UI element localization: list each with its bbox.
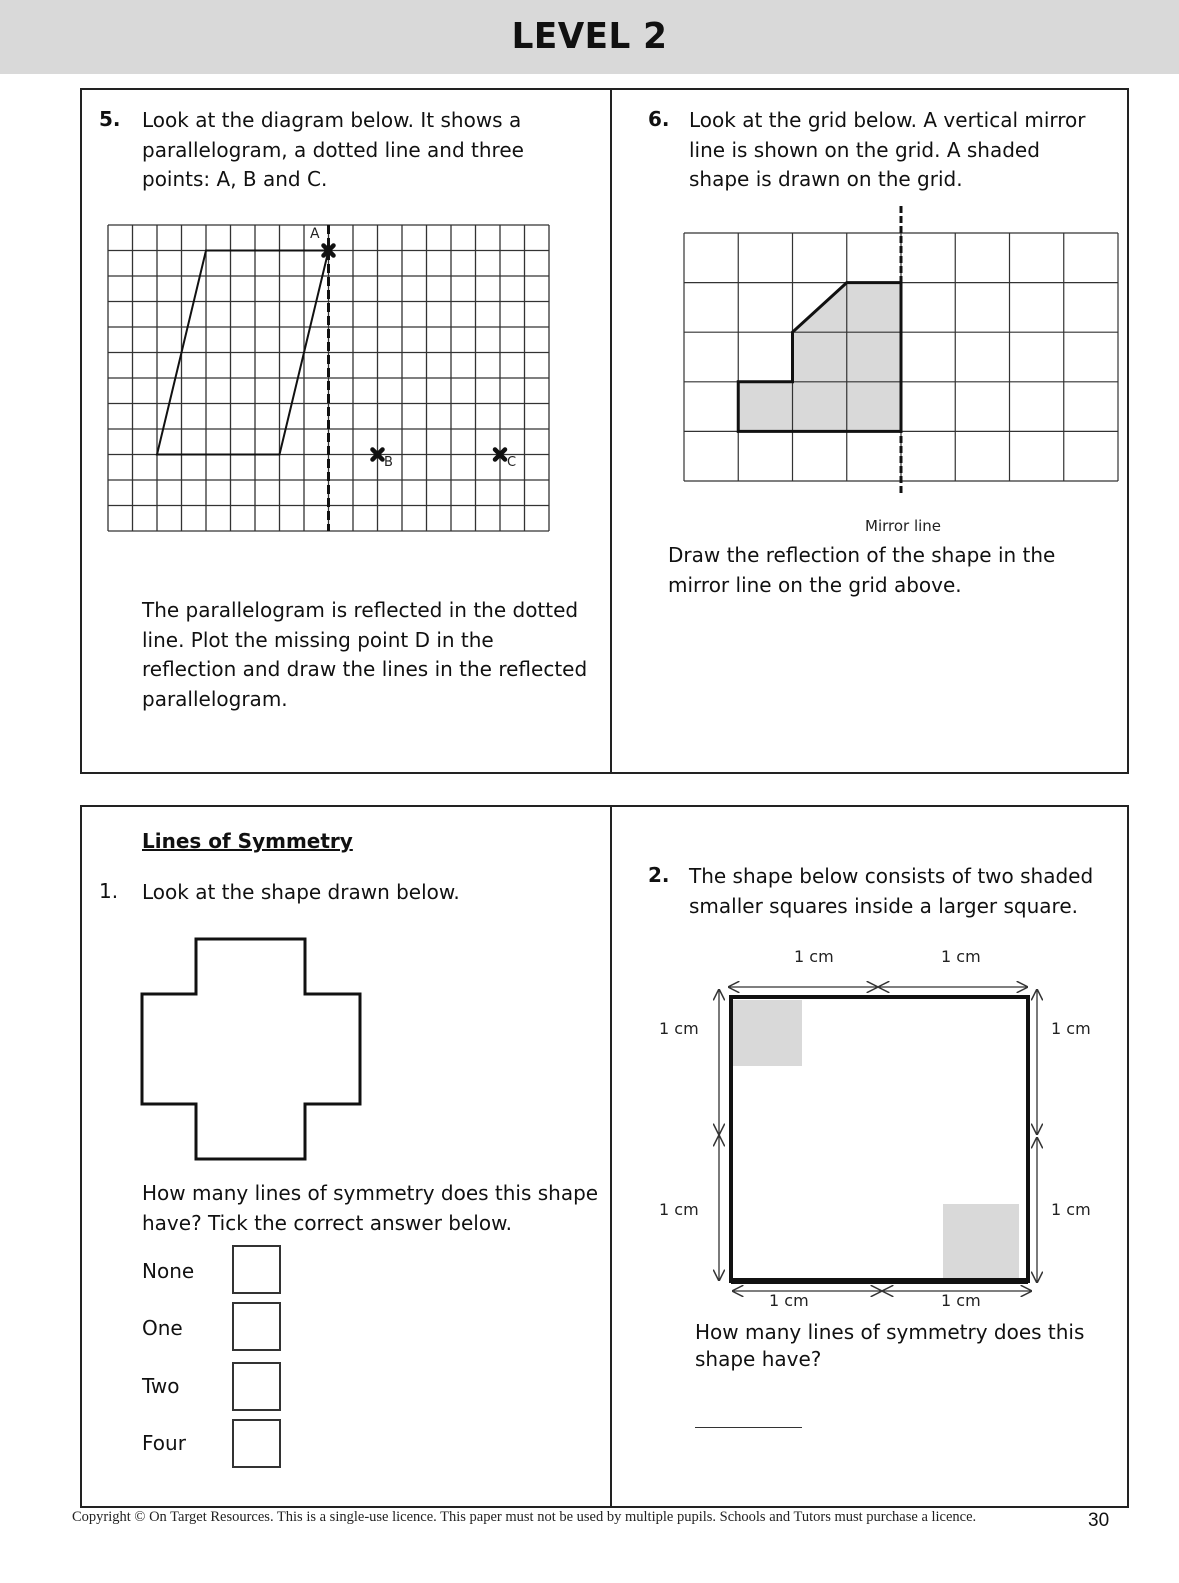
q6-number: 6. [648,107,670,131]
q2-prompt: The shape below consists of two shaded smaller squares inside a larger square. [689,864,1094,918]
point-a-label: A [310,226,320,242]
squares-diagram [700,970,1060,1310]
copyright-footer: Copyright © On Target Resources. This is a single-use licence. This paper must not be used by multiple pupils. Schools and Tutors must purchase a licence. [72,1509,977,1525]
q6-instructions: Draw the reflection of the shape in the mirror line on the grid above. [668,543,1056,597]
dim-top-left: 1 cm [794,947,834,966]
shaded-square-bottom-right [943,1204,1019,1280]
dim-bottom-left: 1 cm [769,1291,809,1310]
q5-prompt: Look at the diagram below. It shows a parallelogram, a dotted line and three points: A, B and C. [142,108,524,191]
q1-prompt: Look at the shape drawn below. [142,880,460,904]
section-heading: Lines of Symmetry [142,829,353,853]
option-two-label: Two [142,1374,180,1398]
dim-top-right: 1 cm [941,947,981,966]
q6-grid-diagram[interactable] [684,206,1120,496]
point-b-label: B [384,455,393,470]
dim-bottom-right: 1 cm [941,1291,981,1310]
q1-number: 1. [99,879,119,903]
option-four-checkbox[interactable] [232,1419,281,1468]
q2-question: How many lines of symmetry does this shape have? [695,1320,1085,1371]
q5-number: 5. [99,107,121,131]
shaded-square-top-left [733,1000,802,1066]
top-panel-divider [610,88,612,774]
q2-answer-line[interactable] [695,1427,802,1428]
page-header [0,0,1179,74]
mirror-line-label: Mirror line [865,517,942,535]
option-one-checkbox[interactable] [232,1302,281,1351]
option-four-label: Four [142,1431,186,1455]
point-c-label: C [507,455,517,470]
q2-number: 2. [648,863,670,887]
q1-question: How many lines of symmetry does this shape have? Tick the correct answer below. [142,1181,599,1235]
option-none-label: None [142,1259,195,1283]
page-number: 30 [1088,1510,1110,1531]
q5-instructions: The parallelogram is reflected in the dotted line. Plot the missing point D in the reflection and draw the lines in the reflected parallelogram. [142,598,588,711]
q6-prompt: Look at the grid below. A vertical mirror line is shown on the grid. A shaded shape is drawn on the grid. [689,108,1086,191]
bottom-panel-divider [610,805,612,1508]
dim-left-bottom: 1 cm [659,1200,699,1219]
option-one-label: One [142,1316,183,1340]
dim-right-top: 1 cm [1051,1019,1091,1038]
option-none-checkbox[interactable] [232,1245,281,1294]
q5-grid-diagram[interactable] [108,225,550,532]
cross-shape [140,937,362,1161]
dim-right-bottom: 1 cm [1051,1200,1091,1219]
page-title: LEVEL 2 [511,16,668,57]
option-two-checkbox[interactable] [232,1362,281,1411]
dim-left-top: 1 cm [659,1019,699,1038]
